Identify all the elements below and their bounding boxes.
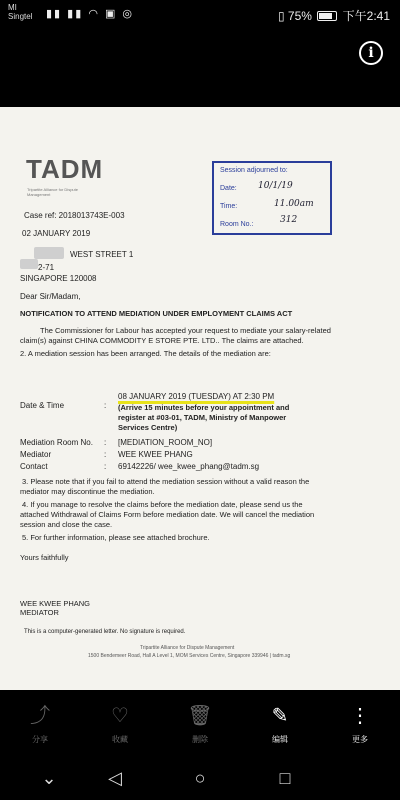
document-photo [0,107,400,690]
edit-label: 编辑 [272,735,288,744]
hide-nav-button[interactable] [34,767,64,789]
stamp-date-label: Date: [220,185,237,192]
salutation: Dear Sir/Madam, [20,292,81,301]
share-icon: ⤴ [30,705,50,727]
contact-value: 69142226/ wee_kwee_phang@tadm.sg [118,462,260,471]
favorite-button[interactable] [90,704,150,745]
more-label: 更多 [352,735,368,744]
tadm-logo: TADM [26,154,104,184]
room-value: [MEDIATION_ROOM_NO] [118,438,213,447]
closing: Yours faithfully [20,553,69,562]
colon: : [104,462,107,471]
system-nav-bar [0,755,400,800]
letter-date: 02 JANUARY 2019 [22,229,91,238]
delete-button[interactable] [170,704,230,745]
home-button[interactable] [185,767,215,789]
edit-button[interactable] [250,704,310,745]
heart-icon: ♡ [111,705,129,727]
address-line-1: WEST STREET 1 [70,250,134,259]
address-line-3: SINGAPORE 120008 [20,274,97,283]
carrier-label: MI Singtel [8,3,33,21]
date-time-label: Date & Time [20,401,65,410]
para5: 5. For further information, please see attached brochure. [22,533,210,542]
computer-generated-note: This is a computer-generated letter. No signature is required. [24,629,186,635]
para1-line1: The Commissioner for Labour has accepted your request to mediate your salary-related [40,326,331,335]
colon: : [104,450,107,459]
share-button[interactable] [10,704,70,745]
photo-action-bar [0,694,400,754]
status-bar [0,0,400,30]
room-label: Mediation Room No. [20,438,93,447]
redacted-block [34,247,64,259]
delete-label: 删除 [192,735,208,744]
info-icon: i [368,45,374,61]
para3-line1: 3. Please note that if you fail to attend the mediation session without a valid reason the [22,477,310,486]
recents-square-icon: □ [279,768,291,788]
back-button[interactable] [100,767,130,789]
signer-title: MEDIATOR [20,608,59,617]
stamp-title: Session adjourned to: [220,167,288,174]
colon: : [104,401,107,410]
para4-line1: 4. If you manage to resolve the claims before the mediation date, please send us the [22,500,303,509]
arrive-note-2: register at #03-01, TADM, Ministry of Manpower [118,413,287,422]
info-button[interactable] [359,41,383,65]
para4-line2: attached Withdrawal of Claims Form before mediation date. We will cancel the mediation [20,510,315,519]
adjourned-stamp [212,161,332,235]
pencil-icon: ✎ [271,705,289,727]
address-line-2: 2-71 [38,263,55,272]
more-icon: ⋮ [350,705,370,727]
recents-button[interactable] [270,767,300,789]
date-time-text: 08 JANUARY 2019 (TUESDAY) AT 2:30 PM [118,392,275,401]
footer-address: 1500 Bendemeer Road, Hall A Level 1, MOM Services Centre, Singapore 339946 | tadm.sg [88,653,291,659]
stamp-room-label: Room No.: [220,221,254,228]
redacted-block [20,259,38,269]
more-button[interactable] [330,704,390,745]
para4-line3: session and close the case. [20,520,113,529]
logo-subtitle: Tripartite Alliance for Dispute Management [27,187,78,197]
vibrate-icon: ▯ [277,9,285,23]
letter-heading: NOTIFICATION TO ATTEND MEDIATION UNDER EMPLOYMENT CLAIMS ACT [20,309,293,318]
signal-icons: ▮▮ ▮▮ ◠ ▣ ◎ [46,8,135,20]
signer-name: WEE KWEE PHANG [20,599,91,608]
colon: : [104,438,107,447]
trash-icon: 🗑 [187,705,213,727]
home-circle-icon: ○ [194,768,206,788]
favorite-label: 收藏 [112,735,128,744]
contact-label: Contact [20,462,48,471]
para3-line2: mediator may discontinue the mediation. [20,487,155,496]
para1-line2: claim(s) against CHINA COMMODITY E STORE PTE. LTD.. The claims are attached. [20,336,304,345]
stamp-time-value: 11.00am [274,199,314,209]
battery-percent: 75% [287,9,312,23]
date-time-value [118,392,274,402]
arrive-note-3: Services Centre) [118,423,178,432]
stamp-room-value: 312 [280,215,298,225]
mediator-label: Mediator [20,450,52,459]
share-label: 分享 [32,735,48,744]
case-ref: Case ref: 2018013743E-003 [24,211,125,220]
stamp-time-label: Time: [220,203,238,210]
arrive-note-1: (Arrive 15 minutes before your appointment and [118,403,290,412]
mediator-value: WEE KWEE PHANG [118,450,193,459]
chevron-down-icon: ⌄ [41,768,57,788]
stamp-date-value: 10/1/19 [258,181,293,191]
back-triangle-icon: ◁ [108,768,122,788]
footer-org: Tripartite Alliance for Dispute Management [140,645,235,651]
para2: 2. A mediation session has been arranged. The details of the mediation are: [20,349,271,358]
right-status [278,7,390,24]
clock: 下午2:41 [342,9,390,23]
battery-icon [317,11,337,21]
